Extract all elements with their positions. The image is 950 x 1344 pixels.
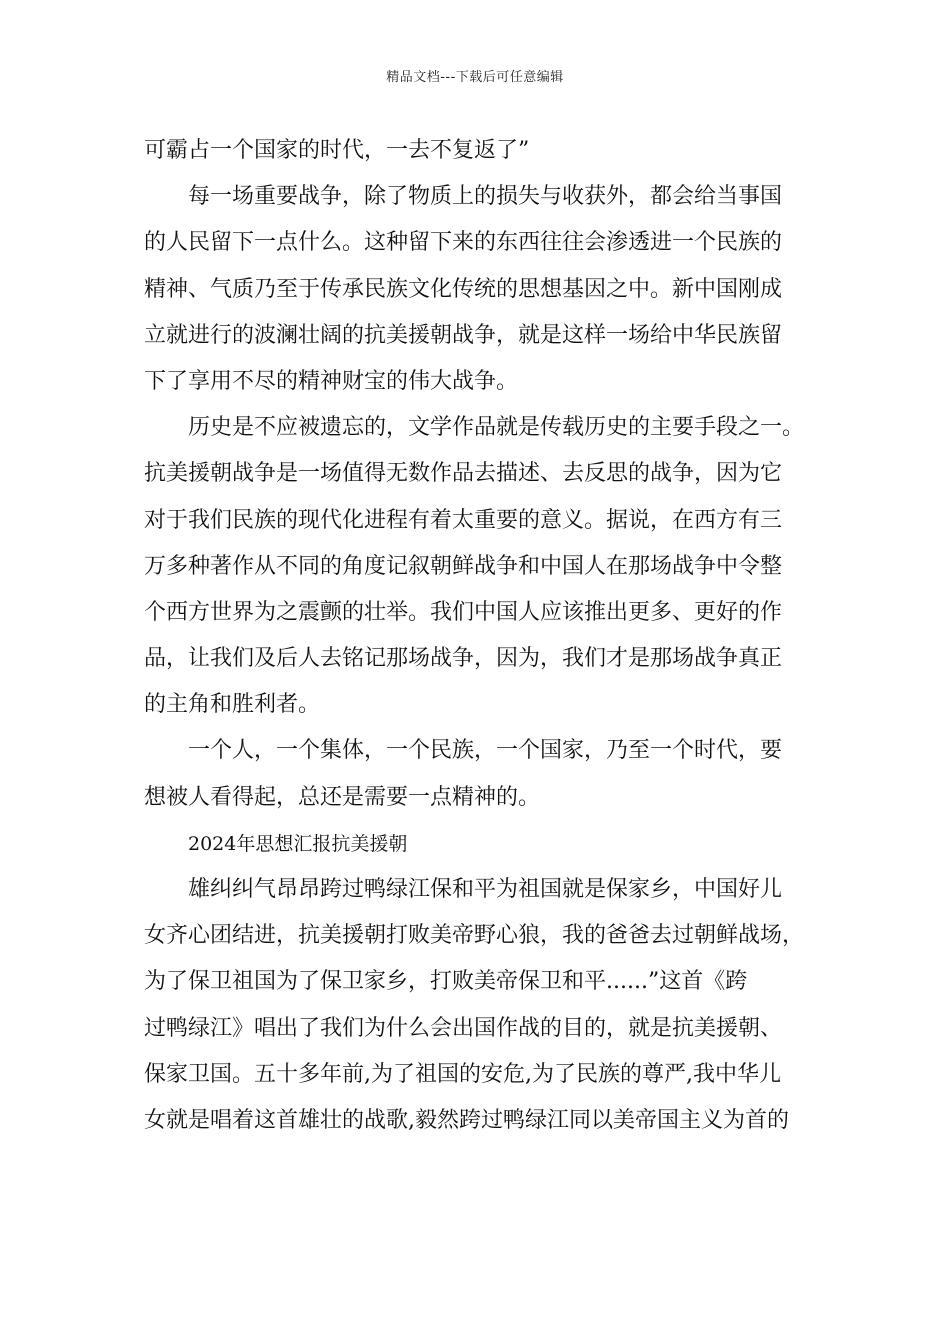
text-line: 对于我们民族的现代化进程有着太重要的意义。据说，在西方有三 bbox=[144, 507, 783, 533]
text-line: 女齐心团结进，抗美援朝打败美帝野心狼，我的爸爸去过朝鲜战场， bbox=[144, 923, 805, 949]
text-line: 一个人，一个集体，一个民族，一个国家，乃至一个时代，要 bbox=[188, 738, 783, 764]
page-header: 精品文档---下载后可任意编辑 bbox=[386, 70, 564, 85]
text-line: 保家卫国。五十多年前,为了祖国的安危,为了民族的尊严,我中华儿 bbox=[144, 1061, 781, 1087]
text-line: 的人民留下一点什么。这种留下来的东西往往会渗透进一个民族的 bbox=[144, 230, 783, 256]
document-body bbox=[144, 128, 834, 1144]
text-line: 想被人看得起，总还是需要一点精神的。 bbox=[144, 784, 541, 810]
text-line: 立就进行的波澜壮阔的抗美援朝战争，就是这样一场给中华民族留 bbox=[144, 322, 783, 348]
text-line: 精神、气质乃至于传承民族文化传统的思想基因之中。新中国刚成 bbox=[144, 276, 783, 302]
text-line: 个西方世界为之震颤的壮举。我们中国人应该推出更多、更好的作 bbox=[144, 599, 783, 625]
text-line: 历史是不应被遗忘的，文学作品就是传载历史的主要手段之一。 bbox=[188, 415, 805, 441]
text-line: 可霸占一个国家的时代，一去不复返了” bbox=[144, 138, 530, 163]
section-heading: 2024年思想汇报抗美援朝 bbox=[188, 832, 408, 855]
text-line: 万多种著作从不同的角度记叙朝鲜战争和中国人在那场战争中令整 bbox=[144, 553, 783, 579]
text-line: 的主角和胜利者。 bbox=[144, 692, 321, 718]
text-line: 雄纠纠气昂昂跨过鸭绿江保和平为祖国就是保家乡，中国好儿 bbox=[188, 877, 783, 902]
text-line: 过鸭绿江》唱出了我们为什么会出国作战的目的，就是抗美援朝、 bbox=[144, 1015, 783, 1041]
text-line: 为了保卫祖国为了保卫家乡，打败美帝保卫和平......”这首《跨 bbox=[144, 969, 748, 995]
text-line: 品，让我们及后人去铭记那场战争，因为，我们才是那场战争真正 bbox=[144, 646, 783, 672]
text-line: 每一场重要战争，除了物质上的损失与收获外，都会给当事国 bbox=[188, 184, 783, 210]
text-line: 下了享用不尽的精神财宝的伟大战争。 bbox=[144, 368, 519, 394]
text-line: 抗美援朝战争是一场值得无数作品去描述、去反思的战争，因为它 bbox=[144, 461, 783, 487]
text-line: 女就是唱着这首雄壮的战歌,毅然跨过鸭绿江同以美帝国主义为首的 bbox=[144, 1107, 789, 1133]
